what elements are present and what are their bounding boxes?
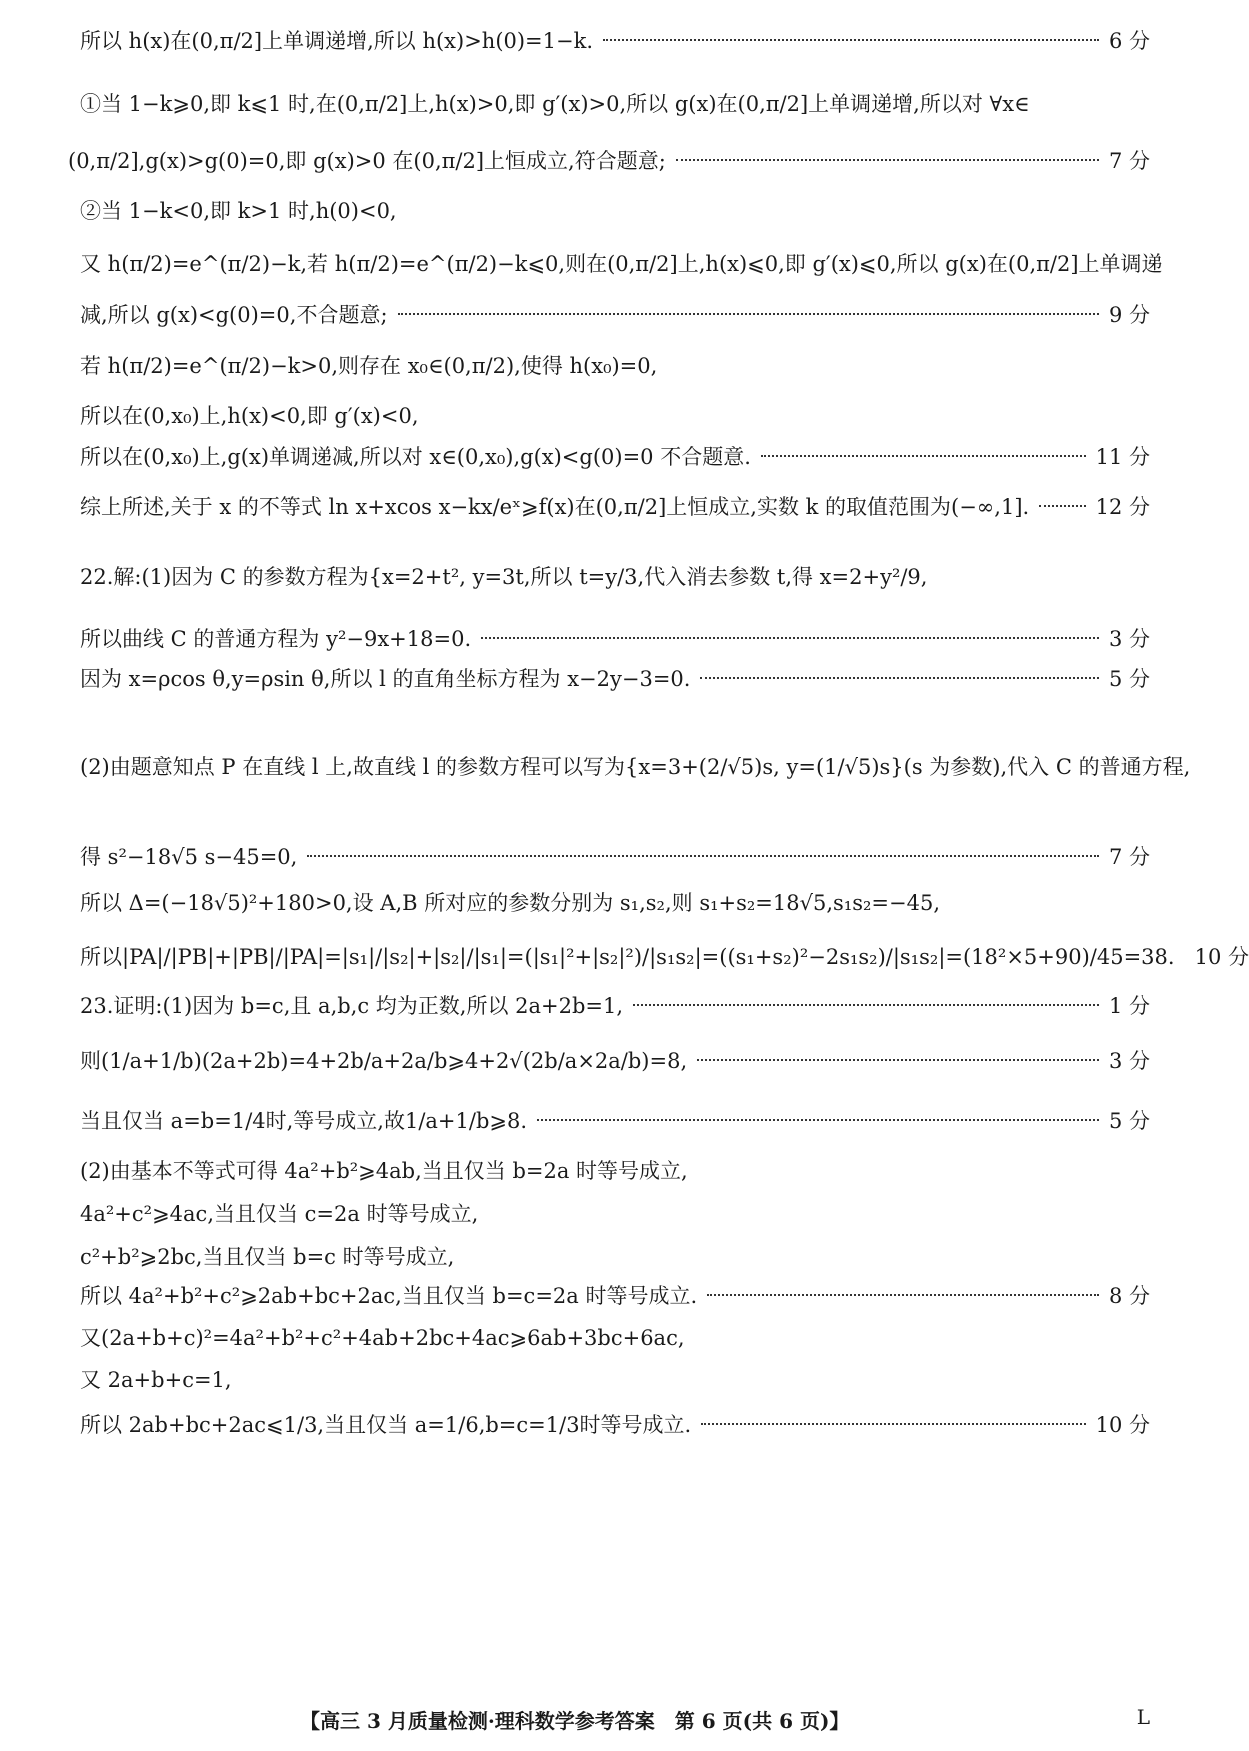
leader-dots (761, 455, 1086, 457)
line-text: 所以在(0,x₀)上,h(x)<0,即 g′(x)<0, (80, 404, 419, 428)
leader-dots (537, 1119, 1099, 1121)
text-line (80, 1236, 1150, 1276)
score-label: 3 分 (1108, 627, 1150, 651)
text-line (80, 985, 1150, 1025)
text-line (80, 882, 1150, 922)
line-text: (2)由题意知点 P 在直线 l 上,故直线 l 的参数方程可以写为{x=3+(2/√5)s, y=(1/√5)s}(s 为参数),代入 C 的普通方程, (80, 755, 1191, 779)
score-label: 10 分 (1095, 1413, 1150, 1437)
line-text: 因为 x=ρcos θ,y=ρsin θ,所以 l 的直角坐标方程为 x−2y−3=0. (80, 667, 691, 691)
footer-code: L (1136, 1705, 1150, 1729)
text-line (80, 436, 1150, 476)
score-label: 8 分 (1108, 1284, 1150, 1308)
line-text: (2)由基本不等式可得 4a²+b²⩾4ab,当且仅当 b=2a 时等号成立, (80, 1159, 688, 1183)
line-text: 又 2a+b+c=1, (80, 1368, 232, 1392)
text-line (80, 1275, 1150, 1315)
score-label: 9 分 (1108, 303, 1150, 327)
text-line (80, 1193, 1150, 1233)
line-text: 则(1/a+1/b)(2a+2b)=4+2b/a+2a/b⩾4+2√(2b/a×2a/b)=8, (80, 1049, 688, 1073)
text-line (80, 746, 1191, 786)
score-label: 6 分 (1108, 29, 1150, 53)
score-label: 3 分 (1108, 1049, 1150, 1073)
line-text: ②当 1−k<0,即 k>1 时,h(0)<0, (80, 199, 397, 223)
text-line (80, 658, 1150, 698)
text-line (80, 243, 1163, 283)
score-label: 5 分 (1108, 1109, 1150, 1133)
score-label: 12 分 (1095, 495, 1150, 519)
text-line (80, 1150, 1150, 1190)
line-text: ①当 1−k⩾0,即 k⩽1 时,在(0,π/2]上,h(x)>0,即 g′(x)>0,所以 g(x)在(0,π/2]上单调递增,所以对 ∀x∈ (80, 92, 1030, 116)
score-label: 11 分 (1095, 445, 1150, 469)
text-line (80, 83, 1150, 123)
text-line (80, 345, 1150, 385)
line-text: 减,所以 g(x)<g(0)=0,不合题意; (80, 303, 388, 327)
text-line (80, 190, 1150, 230)
leader-dots (1039, 505, 1085, 507)
line-text: 所以 2ab+bc+2ac⩽1/3,当且仅当 a=1/6,b=c=1/3时等号成立. (80, 1413, 692, 1437)
leader-dots (603, 39, 1099, 41)
line-text: 若 h(π/2)=e^(π/2)−k>0,则存在 x₀∈(0,π/2),使得 h(x₀)=0, (80, 354, 658, 378)
text-line (80, 395, 1150, 435)
text-line (80, 294, 1150, 334)
text-line (80, 1404, 1150, 1444)
line-text: 23.证明:(1)因为 b=c,且 a,b,c 均为正数,所以 2a+2b=1, (80, 994, 624, 1018)
leader-dots (697, 1059, 1099, 1061)
text-line (80, 1040, 1150, 1080)
line-text: 所以曲线 C 的普通方程为 y²−9x+18=0. (80, 627, 472, 651)
text-line (80, 486, 1150, 526)
text-line (80, 1359, 1150, 1399)
footer-title: 【高三 3 月质量检测·理科数学参考答案 第 6 页(共 6 页)】 (300, 1709, 850, 1733)
leader-dots (398, 313, 1099, 315)
text-line (80, 1100, 1150, 1140)
text-line (80, 836, 1150, 876)
text-line (80, 20, 1150, 60)
score-label: 7 分 (1108, 149, 1150, 173)
line-text: 所以 4a²+b²+c²⩾2ab+bc+2ac,当且仅当 b=c=2a 时等号成立. (80, 1284, 698, 1308)
leader-dots (707, 1294, 1099, 1296)
leader-dots (633, 1004, 1099, 1006)
line-text: 又(2a+b+c)²=4a²+b²+c²+4ab+2bc+4ac⩾6ab+3bc+6ac, (80, 1326, 685, 1350)
text-line (68, 140, 1150, 180)
text-line (80, 936, 1249, 976)
leader-dots (481, 637, 1099, 639)
line-text: 所以|PA|/|PB|+|PB|/|PA|=|s₁|/|s₂|+|s₂|/|s₁|=(|s₁|²+|s₂|²)/|s₁s₂|=((s₁+s₂)²−2s₁s₂)/|s₁s₂|=(18²×5+90)/45=38. (80, 945, 1175, 969)
line-text: 综上所述,关于 x 的不等式 ln x+xcos x−kx/eˣ⩾f(x)在(0,π/2]上恒成立,实数 k 的取值范围为(−∞,1]. (80, 495, 1030, 519)
line-text: 当且仅当 a=b=1/4时,等号成立,故1/a+1/b⩾8. (80, 1109, 528, 1133)
text-line (80, 1317, 1150, 1357)
leader-dots (700, 677, 1099, 679)
leader-dots (701, 1423, 1085, 1425)
leader-dots (307, 855, 1099, 857)
text-line (80, 556, 1150, 596)
page-footer (0, 1705, 1200, 1737)
line-text: (0,π/2],g(x)>g(0)=0,即 g(x)>0 在(0,π/2]上恒成立,符合题意; (68, 149, 666, 173)
line-text: 得 s²−18√5 s−45=0, (80, 845, 298, 869)
line-text: 22.解:(1)因为 C 的参数方程为{x=2+t², y=3t,所以 t=y/3,代入消去参数 t,得 x=2+y²/9, (80, 565, 928, 589)
line-text: 又 h(π/2)=e^(π/2)−k,若 h(π/2)=e^(π/2)−k⩽0,则在(0,π/2]上,h(x)⩽0,即 g′(x)⩽0,所以 g(x)在(0,π/2]上单调递 (80, 252, 1163, 276)
score-label: 1 分 (1108, 994, 1150, 1018)
line-text: c²+b²⩾2bc,当且仅当 b=c 时等号成立, (80, 1245, 455, 1269)
score-label: 10 分 (1194, 945, 1249, 969)
line-text: 4a²+c²⩾4ac,当且仅当 c=2a 时等号成立, (80, 1202, 479, 1226)
line-text: 所以在(0,x₀)上,g(x)单调递减,所以对 x∈(0,x₀),g(x)<g(0)=0 不合题意. (80, 445, 751, 469)
line-text: 所以 Δ=(−18√5)²+180>0,设 A,B 所对应的参数分别为 s₁,s₂,则 s₁+s₂=18√5,s₁s₂=−45, (80, 891, 941, 915)
text-line (80, 618, 1150, 658)
score-label: 5 分 (1108, 667, 1150, 691)
score-label: 7 分 (1108, 845, 1150, 869)
line-text: 所以 h(x)在(0,π/2]上单调递增,所以 h(x)>h(0)=1−k. (80, 29, 594, 53)
leader-dots (676, 159, 1099, 161)
